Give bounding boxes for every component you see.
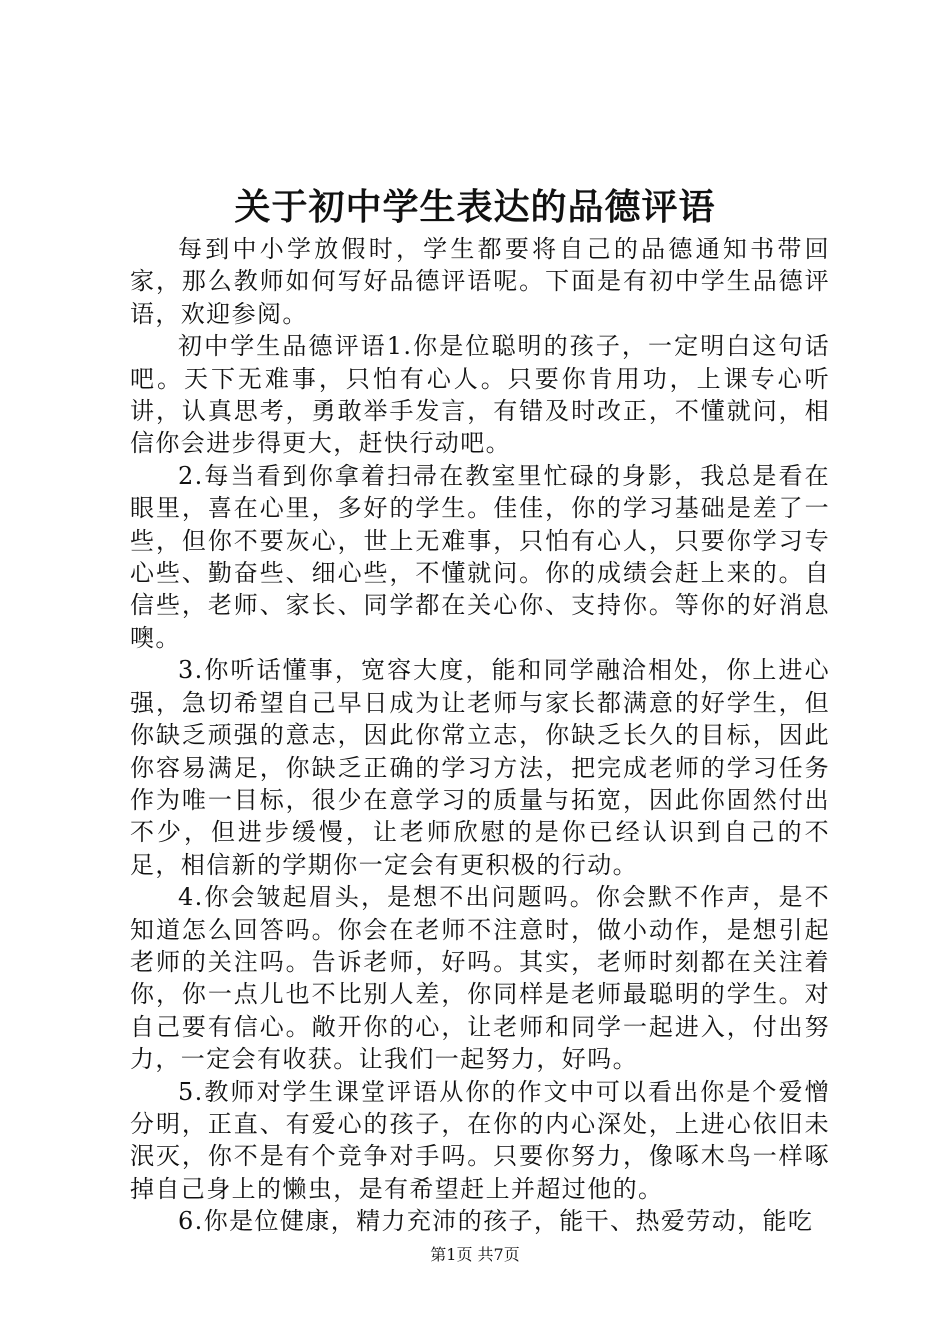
paragraph-comment-6: 6.你是位健康，精力充沛的孩子，能干、热爱劳动，能吃 (178, 1207, 814, 1236)
paragraph-comment-2: 2.每当看到你拿着扫帚在教室里忙碌的身影，我总是看在眼里，喜在心里，多好的学生。佳佳，你的学习基础是差了一些，但你不要灰心，世上无难事，只怕有心人，只要你学习专心些、勤奋些、细心些，不懂就问。你的成绩会赶上来的。自信些，老师、家长、同学都在关心你、支持你。等你的好消息噢。 (130, 461, 830, 652)
paragraph-comment-3: 3.你听话懂事，宽容大度，能和同学融洽相处，你上进心强，急切希望自己早日成为让老师与家长都满意的好学生，但你缺乏顽强的意志，因此你常立志，你缺乏长久的目标，因此你容易满足，你缺乏正确的学习方法，把完成老师的学习任务作为唯一目标，很少在意学习的质量与拓宽，因此你固然付出不少，但进步缓慢，让老师欣慰的是你已经认识到自己的不足，相信新的学期你一定会有更积极的行动。 (130, 656, 830, 879)
document-title: 关于初中学生表达的品德评语 (234, 186, 716, 228)
paragraph-comment-1: 初中学生品德评语1.你是位聪明的孩子，一定明白这句话吧。天下无难事，只怕有心人。只要你肯用功，上课专心听讲，认真思考，勇敢举手发言，有错及时改正，不懂就问，相信你会进步得更大，赶快行动吧。 (130, 332, 830, 458)
paragraph-comment-5: 5.教师对学生课堂评语从你的作文中可以看出你是个爱憎分明，正直、有爱心的孩子，在你的内心深处，上进心依旧未泯灭，你不是有个竞争对手吗。只要你努力，像啄木鸟一样啄掉自己身上的懒虫，是有希望赶上并超过他的。 (130, 1077, 830, 1203)
document-body (130, 233, 830, 1238)
paragraph-intro: 每到中小学放假时，学生都要将自己的品德通知书带回家，那么教师如何写好品德评语呢。下面是有初中学生品德评语，欢迎参阅。 (130, 235, 830, 328)
page-footer: 第1页 共7页 (430, 1245, 520, 1264)
paragraph-comment-4: 4.你会皱起眉头，是想不出问题吗。你会默不作声，是不知道怎么回答吗。你会在老师不注意时，做小动作，是想引起老师的关注吗。告诉老师，好吗。其实，老师时刻都在关注着你，你一点儿也不比别人差，你同样是老师最聪明的学生。对自己要有信心。敞开你的心，让老师和同学一起进入，付出努力，一定会有收获。让我们一起努力，好吗。 (130, 883, 830, 1074)
